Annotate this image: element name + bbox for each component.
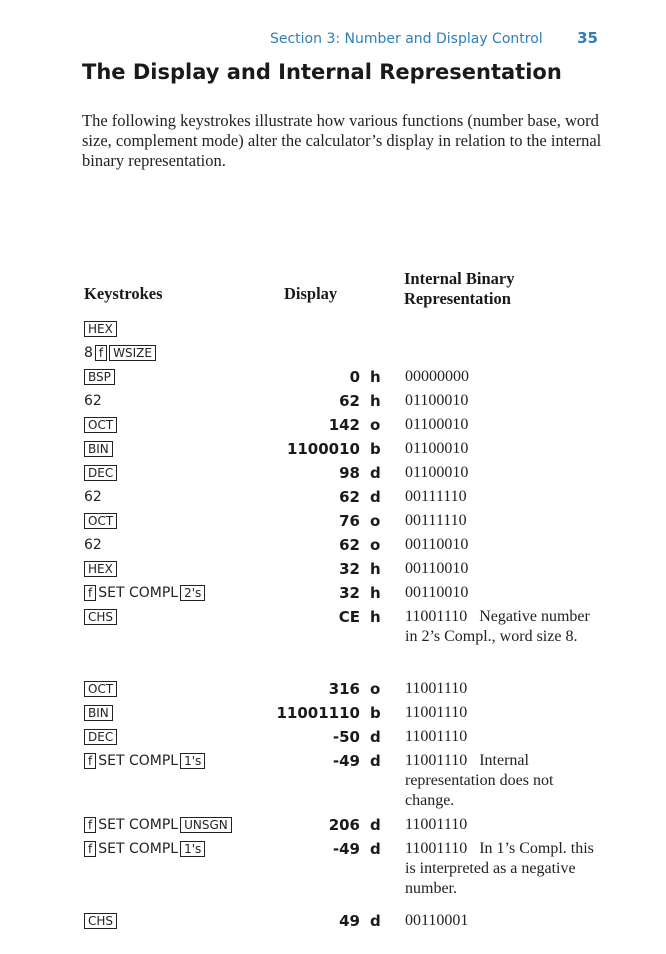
keystroke-text: SET COMPL — [98, 585, 179, 601]
table-row — [0, 583, 666, 607]
display-value: 62 — [339, 392, 360, 410]
keystrokes-cell — [84, 537, 104, 553]
key-cap: f — [84, 841, 96, 857]
keystrokes-cell — [84, 841, 207, 857]
row-note: Negative number in 2’s Compl., word size 8. — [405, 608, 590, 645]
display-value: 206 — [328, 816, 360, 834]
key-cap: f — [95, 345, 107, 361]
base-indicator: d — [370, 840, 381, 858]
base-indicator: d — [370, 488, 381, 506]
key-cap: OCT — [84, 513, 117, 529]
keystroke-text: 62 — [84, 489, 102, 505]
key-cap: OCT — [84, 681, 117, 697]
table-row — [0, 559, 666, 583]
keystrokes-cell — [84, 561, 119, 577]
key-cap: WSIZE — [109, 345, 156, 361]
display-value: 11001110 — [276, 704, 360, 722]
base-indicator: o — [370, 536, 381, 554]
key-cap: CHS — [84, 913, 117, 929]
keystrokes-cell — [84, 681, 119, 697]
binary-value: 00111110 — [405, 512, 467, 529]
binary-cell — [405, 367, 605, 387]
keystrokes-cell — [84, 393, 104, 409]
keystrokes-cell — [84, 369, 117, 385]
key-cap: 2's — [180, 585, 205, 601]
base-indicator: o — [370, 416, 381, 434]
keystrokes-cell — [84, 345, 158, 361]
binary-cell — [405, 815, 605, 835]
display-value: 316 — [328, 680, 360, 698]
base-indicator: o — [370, 512, 381, 530]
table-row — [0, 911, 666, 935]
binary-cell — [405, 559, 605, 579]
table-row — [0, 343, 666, 367]
binary-value: 00110010 — [405, 584, 469, 601]
keystrokes-cell — [84, 321, 119, 337]
base-indicator: o — [370, 680, 381, 698]
binary-value: 00110010 — [405, 560, 469, 577]
section-title: Section 3: Number and Display Control — [269, 31, 543, 47]
base-indicator: h — [370, 392, 381, 410]
keystrokes-cell — [84, 705, 115, 721]
binary-value: 00111110 — [405, 488, 467, 505]
binary-value: 11001110 — [405, 728, 468, 745]
binary-cell — [405, 535, 605, 555]
table-row — [0, 439, 666, 463]
table-row — [0, 391, 666, 415]
key-cap: f — [84, 585, 96, 601]
keystrokes-cell — [84, 465, 119, 481]
binary-cell — [405, 415, 605, 435]
column-header-binary — [404, 269, 514, 309]
key-cap: BIN — [84, 441, 113, 457]
display-value: 49 — [339, 912, 360, 930]
keystrokes-cell — [84, 913, 119, 929]
display-value: 76 — [339, 512, 360, 530]
binary-value: 11001110 — [405, 704, 468, 721]
keystroke-text: SET COMPL — [98, 841, 179, 857]
binary-value: 01100010 — [405, 464, 469, 481]
base-indicator: h — [370, 368, 381, 386]
table-row — [0, 511, 666, 535]
keystrokes-cell — [84, 817, 234, 833]
display-value: -49 — [332, 840, 360, 858]
binary-cell — [405, 727, 605, 747]
base-indicator: h — [370, 608, 381, 626]
display-value: 32 — [339, 584, 360, 602]
table-row — [0, 607, 666, 679]
table-row — [0, 415, 666, 439]
base-indicator: h — [370, 560, 381, 578]
binary-cell — [405, 607, 605, 647]
display-value: 98 — [339, 464, 360, 482]
base-indicator: h — [370, 584, 381, 602]
keystroke-table — [0, 319, 666, 935]
table-row — [0, 727, 666, 751]
display-value: -50 — [332, 728, 360, 746]
binary-value: 11001110 — [405, 752, 468, 769]
keystrokes-cell — [84, 729, 119, 745]
keystrokes-cell — [84, 489, 104, 505]
binary-cell — [405, 439, 605, 459]
binary-cell — [405, 391, 605, 411]
binary-value: 01100010 — [405, 440, 469, 457]
keystroke-text: SET COMPL — [98, 817, 179, 833]
page-number: 35 — [577, 29, 598, 47]
display-value: 62 — [339, 536, 360, 554]
base-indicator: b — [370, 704, 381, 722]
base-indicator: d — [370, 464, 381, 482]
table-row — [0, 319, 666, 343]
binary-cell — [405, 839, 605, 899]
key-cap: BSP — [84, 369, 115, 385]
base-indicator: d — [370, 728, 381, 746]
base-indicator: d — [370, 752, 381, 770]
key-cap: HEX — [84, 321, 117, 337]
binary-value: 01100010 — [405, 416, 469, 433]
binary-cell — [405, 679, 605, 699]
table-row — [0, 535, 666, 559]
binary-value: 01100010 — [405, 392, 469, 409]
row-note: Internal representation does not change. — [405, 752, 554, 809]
column-header-keystrokes: Keystrokes — [84, 284, 163, 303]
keystrokes-cell — [84, 609, 119, 625]
binary-value: 00110010 — [405, 536, 469, 553]
binary-value: 11001110 — [405, 816, 468, 833]
keystroke-text: SET COMPL — [98, 753, 179, 769]
column-header-binary-line2: Representation — [404, 289, 511, 308]
running-header — [270, 29, 598, 47]
key-cap: BIN — [84, 705, 113, 721]
key-cap: 1's — [180, 753, 205, 769]
column-header-binary-line1: Internal Binary — [404, 269, 515, 288]
binary-cell — [405, 911, 605, 931]
table-row — [0, 487, 666, 511]
table-row — [0, 463, 666, 487]
table-row — [0, 679, 666, 703]
binary-cell — [405, 463, 605, 483]
binary-cell — [405, 511, 605, 531]
table-row — [0, 839, 666, 911]
intro-paragraph: The following keystrokes illustrate how various functions (number base, word size, complement mode) alter the calculator’s display in relation to the internal binary representation. — [82, 111, 602, 170]
base-indicator: d — [370, 912, 381, 930]
keystrokes-cell — [84, 585, 207, 601]
column-header-display: Display — [284, 284, 338, 303]
display-value: 0 — [349, 368, 360, 386]
key-cap: CHS — [84, 609, 117, 625]
display-value: 142 — [328, 416, 360, 434]
binary-value: 00000000 — [405, 368, 469, 385]
binary-cell — [405, 751, 605, 811]
keystrokes-cell — [84, 513, 119, 529]
binary-cell — [405, 487, 605, 507]
keystrokes-cell — [84, 441, 115, 457]
key-cap: UNSGN — [180, 817, 232, 833]
table-row — [0, 751, 666, 815]
binary-value: 11001110 — [405, 840, 468, 857]
key-cap: f — [84, 817, 96, 833]
keystroke-text: 8 — [84, 345, 93, 361]
display-value: CE — [338, 608, 360, 626]
table-row — [0, 703, 666, 727]
row-note: In 1’s Compl. this is interpreted as a negative number. — [405, 840, 594, 897]
key-cap: DEC — [84, 729, 117, 745]
base-indicator: d — [370, 816, 381, 834]
binary-value: 00110001 — [405, 912, 469, 929]
display-value: 32 — [339, 560, 360, 578]
keystrokes-cell — [84, 417, 119, 433]
table-row — [0, 367, 666, 391]
display-value: -49 — [332, 752, 360, 770]
binary-cell — [405, 583, 605, 603]
key-cap: OCT — [84, 417, 117, 433]
key-cap: DEC — [84, 465, 117, 481]
key-cap: f — [84, 753, 96, 769]
keystrokes-cell — [84, 753, 207, 769]
key-cap: HEX — [84, 561, 117, 577]
table-row — [0, 815, 666, 839]
base-indicator: b — [370, 440, 381, 458]
page-title: The Display and Internal Representation — [82, 60, 562, 84]
key-cap: 1's — [180, 841, 205, 857]
display-value: 1100010 — [286, 440, 360, 458]
keystroke-text: 62 — [84, 393, 102, 409]
binary-value: 11001110 — [405, 608, 468, 625]
display-value: 62 — [339, 488, 360, 506]
binary-value: 11001110 — [405, 680, 468, 697]
keystroke-text: 62 — [84, 537, 102, 553]
binary-cell — [405, 703, 605, 723]
